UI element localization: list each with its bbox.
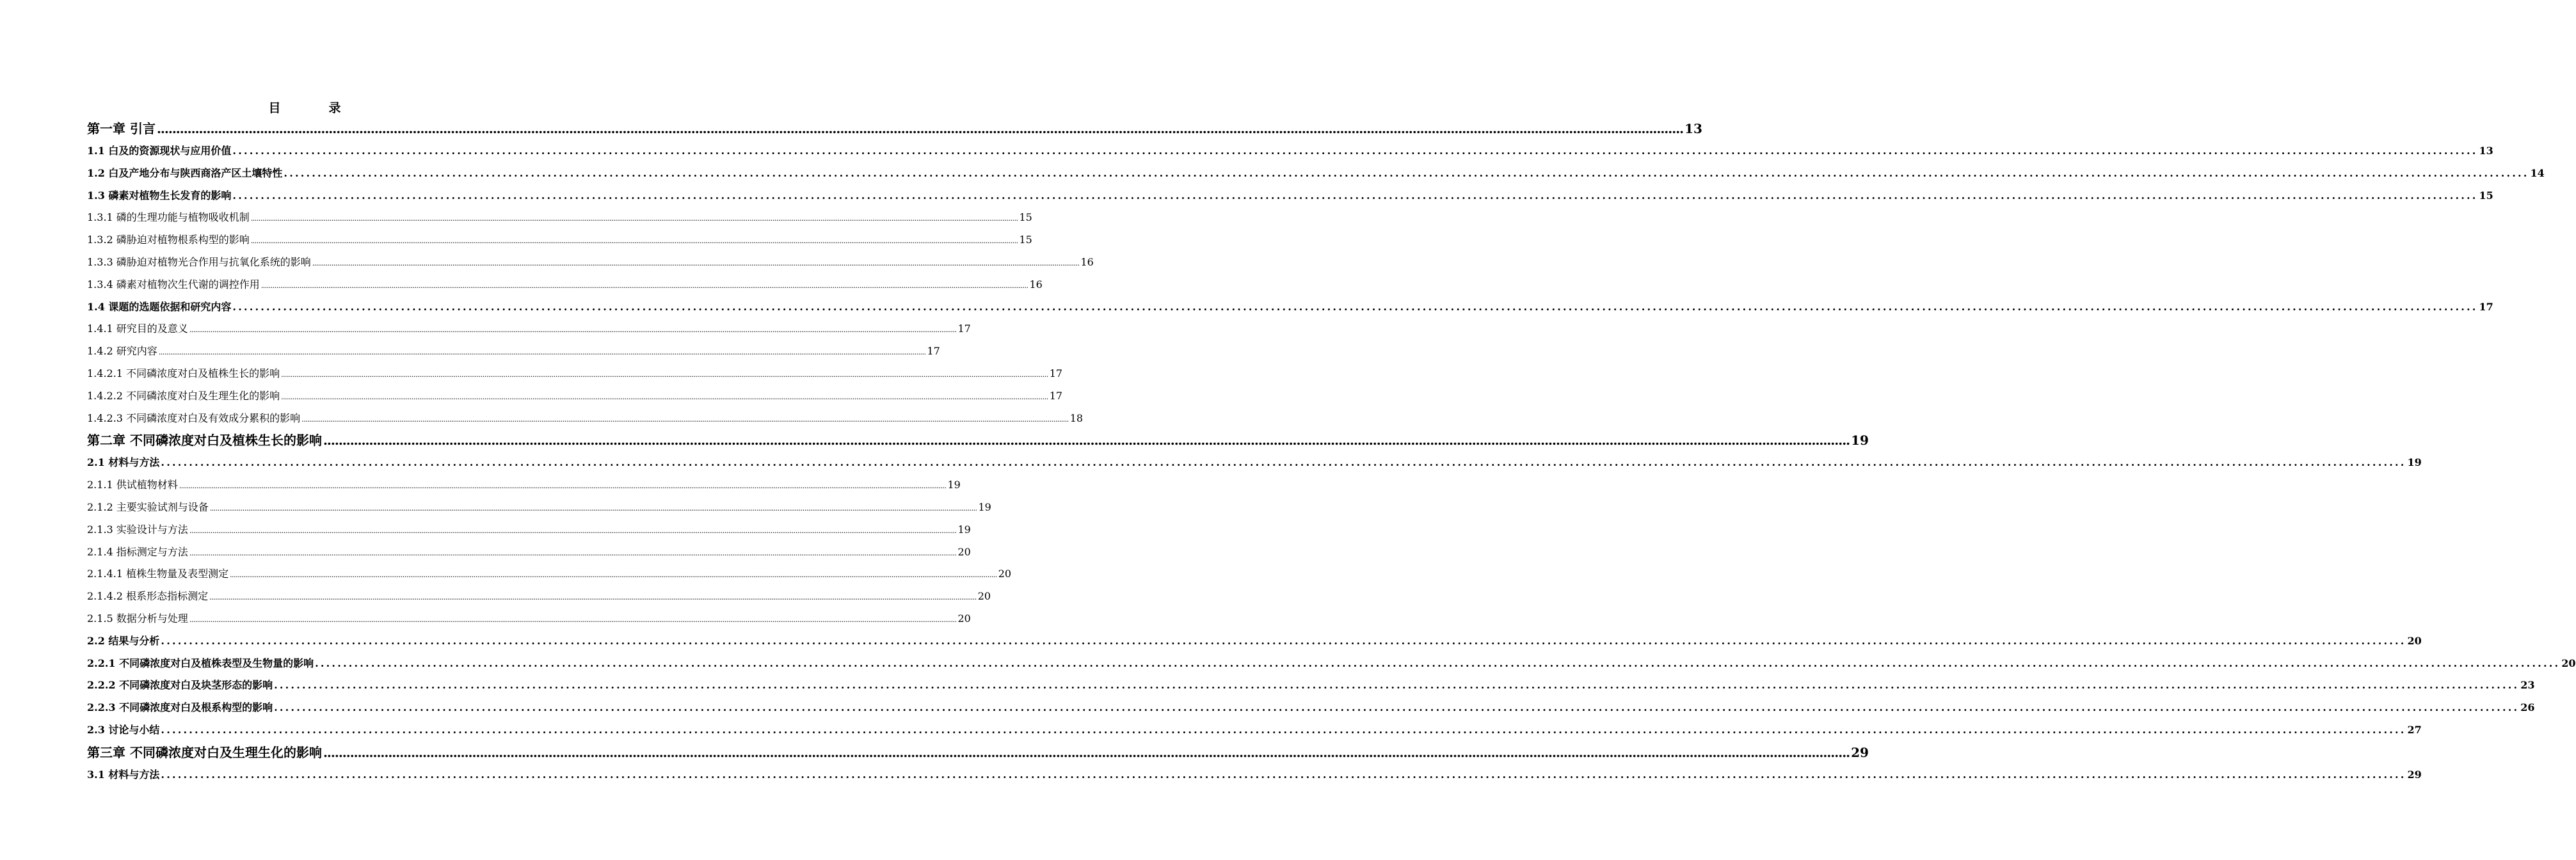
toc-entry-page-number: 15 bbox=[2479, 189, 2493, 202]
toc-entry-label: 2.1.1 供试植物材料 bbox=[87, 479, 178, 491]
toc-entry-label: 1.4.2.2 不同磷浓度对白及生理生化的影响 bbox=[87, 389, 280, 402]
toc-entry[interactable] bbox=[87, 742, 1869, 764]
dot-leader: ................................................................................................................................................................................................................................................................................................................................................................................................................ bbox=[156, 121, 1684, 136]
toc-entry[interactable] bbox=[87, 497, 991, 519]
dot-leader: ................................................................................................................................................................................................................................................................................................................................................................................................................ bbox=[161, 768, 2406, 781]
toc-entry-label: 1.4.1 研究目的及意义 bbox=[87, 322, 188, 335]
table-of-contents bbox=[87, 118, 2576, 786]
dot-leader: ................................................................................................................................................................................................................................................................................................................................................................................................................ bbox=[179, 482, 947, 491]
toc-entry[interactable] bbox=[87, 563, 1012, 585]
dot-leader: ................................................................................................................................................................................................................................................................................................................................................................................................................ bbox=[209, 593, 977, 602]
toc-entry-label: 2.1.4.1 植株生物量及表型测定 bbox=[87, 568, 229, 580]
toc-entry-page-number: 20 bbox=[998, 568, 1012, 580]
toc-entry-label: 2.1.5 数据分析与处理 bbox=[87, 612, 188, 625]
toc-entry[interactable] bbox=[87, 251, 1094, 274]
dot-leader: ................................................................................................................................................................................................................................................................................................................................................................................................................ bbox=[315, 657, 2561, 669]
dot-leader: ................................................................................................................................................................................................................................................................................................................................................................................................................ bbox=[281, 370, 1048, 379]
toc-entry-label: 1.4 课题的选题依据和研究内容 bbox=[87, 300, 232, 313]
toc-entry-label: 2.1.4.2 根系形态指标测定 bbox=[87, 590, 209, 603]
toc-entry[interactable] bbox=[87, 630, 2422, 653]
toc-entry[interactable] bbox=[87, 118, 1702, 140]
toc-entry-label: 2.1.2 主要实验试剂与设备 bbox=[87, 500, 209, 513]
toc-entry[interactable] bbox=[87, 296, 2493, 319]
toc-entry-page-number: 13 bbox=[1684, 121, 1702, 136]
toc-entry-label: 1.4.2.1 不同磷浓度对白及植株生长的影响 bbox=[87, 367, 280, 379]
toc-entry[interactable] bbox=[87, 363, 1063, 385]
toc-entry[interactable] bbox=[87, 274, 1043, 296]
toc-entry-label: 2.2 结果与分析 bbox=[87, 634, 160, 647]
toc-entry[interactable] bbox=[87, 163, 2545, 185]
dot-leader: ................................................................................................................................................................................................................................................................................................................................................................................................................ bbox=[274, 679, 2520, 692]
dot-leader: ................................................................................................................................................................................................................................................................................................................................................................................................................ bbox=[250, 214, 1018, 223]
toc-entry-page-number: 13 bbox=[2479, 145, 2493, 157]
toc-entry[interactable] bbox=[87, 697, 2535, 719]
dot-leader: ................................................................................................................................................................................................................................................................................................................................................................................................................ bbox=[158, 348, 926, 357]
toc-entry-label: 1.3.2 磷胁迫对植物根系构型的影响 bbox=[87, 234, 250, 246]
toc-entry-page-number: 17 bbox=[2479, 300, 2493, 313]
toc-entry-page-number: 19 bbox=[978, 500, 991, 513]
dot-leader: ................................................................................................................................................................................................................................................................................................................................................................................................................ bbox=[260, 281, 1028, 290]
dot-leader: ................................................................................................................................................................................................................................................................................................................................................................................................................ bbox=[189, 326, 957, 335]
dot-leader: ................................................................................................................................................................................................................................................................................................................................................................................................................ bbox=[189, 615, 957, 624]
toc-entry-label: 2.2.2 不同磷浓度对白及块茎形态的影响 bbox=[87, 679, 273, 692]
toc-entry[interactable] bbox=[87, 229, 1032, 251]
toc-entry-page-number: 23 bbox=[2520, 679, 2535, 692]
toc-entry-page-number: 17 bbox=[1049, 367, 1063, 379]
page-title: 目 录 bbox=[268, 101, 359, 115]
toc-entry-page-number: 20 bbox=[2407, 634, 2422, 647]
toc-entry-label: 3.1 材料与方法 bbox=[87, 768, 160, 781]
toc-entry-label: 2.1.3 实验设计与方法 bbox=[87, 523, 188, 536]
toc-entry[interactable] bbox=[87, 207, 1032, 229]
toc-entry-page-number: 19 bbox=[947, 479, 961, 491]
toc-entry-page-number: 20 bbox=[957, 545, 971, 558]
toc-entry[interactable] bbox=[87, 608, 971, 630]
toc-entry-label: 1.3.1 磷的生理功能与植物吸收机制 bbox=[87, 211, 250, 224]
dot-leader: ................................................................................................................................................................................................................................................................................................................................................................................................................ bbox=[232, 300, 2478, 313]
toc-entry[interactable] bbox=[87, 674, 2535, 697]
toc-entry-label: 第一章 引言 bbox=[87, 121, 156, 136]
toc-entry-page-number: 20 bbox=[977, 590, 991, 603]
toc-entry-label: 1.3.3 磷胁迫对植物光合作用与抗氧化系统的影响 bbox=[87, 255, 311, 268]
toc-entry-label: 1.2 白及产地分布与陕西商洛产区土壤特性 bbox=[87, 166, 283, 179]
toc-entry[interactable] bbox=[87, 408, 1084, 430]
toc-entry-page-number: 20 bbox=[2561, 657, 2576, 669]
toc-entry-page-number: 14 bbox=[2530, 166, 2545, 179]
toc-entry-page-number: 16 bbox=[1080, 255, 1094, 268]
dot-leader: ................................................................................................................................................................................................................................................................................................................................................................................................................ bbox=[323, 744, 1850, 760]
toc-entry[interactable] bbox=[87, 541, 971, 564]
toc-entry[interactable] bbox=[87, 429, 1869, 452]
toc-entry-page-number: 27 bbox=[2407, 723, 2422, 736]
toc-entry-page-number: 15 bbox=[1019, 211, 1032, 224]
toc-entry-page-number: 17 bbox=[927, 345, 940, 358]
toc-entry[interactable] bbox=[87, 318, 971, 340]
dot-leader: ................................................................................................................................................................................................................................................................................................................................................................................................................ bbox=[232, 145, 2478, 157]
toc-entry[interactable] bbox=[87, 140, 2493, 163]
toc-entry-label: 1.3 磷素对植物生长发育的影响 bbox=[87, 189, 232, 202]
toc-entry[interactable] bbox=[87, 452, 2422, 474]
toc-entry-page-number: 19 bbox=[957, 523, 971, 536]
toc-entry-page-number: 29 bbox=[1851, 744, 1869, 760]
toc-entry-label: 1.1 白及的资源现状与应用价值 bbox=[87, 145, 232, 157]
dot-leader: ................................................................................................................................................................................................................................................................................................................................................................................................................ bbox=[284, 166, 2529, 179]
dot-leader: ................................................................................................................................................................................................................................................................................................................................................................................................................ bbox=[161, 634, 2406, 647]
toc-entry-label: 2.2.1 不同磷浓度对白及植株表型及生物量的影响 bbox=[87, 657, 314, 669]
dot-leader: ................................................................................................................................................................................................................................................................................................................................................................................................................ bbox=[209, 504, 977, 513]
toc-entry[interactable] bbox=[87, 385, 1063, 408]
toc-entry-label: 第二章 不同磷浓度对白及植株生长的影响 bbox=[87, 433, 322, 449]
toc-entry-label: 2.3 讨论与小结 bbox=[87, 723, 160, 736]
toc-entry-page-number: 17 bbox=[1049, 389, 1063, 402]
dot-leader: ................................................................................................................................................................................................................................................................................................................................................................................................................ bbox=[301, 415, 1069, 424]
toc-entry-page-number: 17 bbox=[957, 322, 971, 335]
toc-entry-label: 2.1 材料与方法 bbox=[87, 456, 160, 469]
toc-entry[interactable] bbox=[87, 474, 961, 497]
dot-leader: ................................................................................................................................................................................................................................................................................................................................................................................................................ bbox=[250, 237, 1018, 246]
dot-leader: ................................................................................................................................................................................................................................................................................................................................................................................................................ bbox=[189, 526, 957, 535]
toc-entry-label: 第三章 不同磷浓度对白及生理生化的影响 bbox=[87, 744, 322, 760]
toc-entry-label: 1.3.4 磷素对植物次生代谢的调控作用 bbox=[87, 278, 260, 291]
toc-entry-page-number: 19 bbox=[1851, 433, 1869, 449]
dot-leader: ................................................................................................................................................................................................................................................................................................................................................................................................................ bbox=[232, 189, 2478, 202]
dot-leader: ................................................................................................................................................................................................................................................................................................................................................................................................................ bbox=[281, 392, 1048, 401]
toc-entry[interactable] bbox=[87, 653, 2576, 675]
toc-entry-label: 1.4.2 研究内容 bbox=[87, 345, 157, 358]
dot-leader: ................................................................................................................................................................................................................................................................................................................................................................................................................ bbox=[230, 571, 997, 580]
dot-leader: ................................................................................................................................................................................................................................................................................................................................................................................................................ bbox=[323, 433, 1850, 449]
toc-entry-label: 2.1.4 指标测定与方法 bbox=[87, 545, 188, 558]
toc-entry-page-number: 29 bbox=[2407, 768, 2422, 781]
toc-entry[interactable] bbox=[87, 185, 2493, 207]
dot-leader: ................................................................................................................................................................................................................................................................................................................................................................................................................ bbox=[189, 548, 957, 557]
toc-entry-label: 2.2.3 不同磷浓度对白及根系构型的影响 bbox=[87, 701, 273, 714]
toc-entry-page-number: 20 bbox=[957, 612, 971, 625]
toc-entry[interactable] bbox=[87, 519, 971, 541]
dot-leader: ................................................................................................................................................................................................................................................................................................................................................................................................................ bbox=[274, 701, 2520, 714]
toc-entry-page-number: 26 bbox=[2520, 701, 2535, 714]
toc-entry[interactable] bbox=[87, 340, 940, 363]
dot-leader: ................................................................................................................................................................................................................................................................................................................................................................................................................ bbox=[161, 456, 2406, 469]
toc-entry-page-number: 19 bbox=[2407, 456, 2422, 469]
toc-entry-page-number: 18 bbox=[1069, 411, 1084, 424]
toc-entry[interactable] bbox=[87, 764, 2422, 786]
toc-entry-page-number: 15 bbox=[1019, 234, 1032, 246]
toc-entry[interactable] bbox=[87, 585, 991, 608]
toc-entry-label: 1.4.2.3 不同磷浓度对白及有效成分累积的影响 bbox=[87, 411, 301, 424]
dot-leader: ................................................................................................................................................................................................................................................................................................................................................................................................................ bbox=[312, 259, 1080, 267]
dot-leader: ................................................................................................................................................................................................................................................................................................................................................................................................................ bbox=[161, 723, 2406, 736]
toc-entry[interactable] bbox=[87, 719, 2422, 742]
toc-entry-page-number: 16 bbox=[1029, 278, 1043, 291]
